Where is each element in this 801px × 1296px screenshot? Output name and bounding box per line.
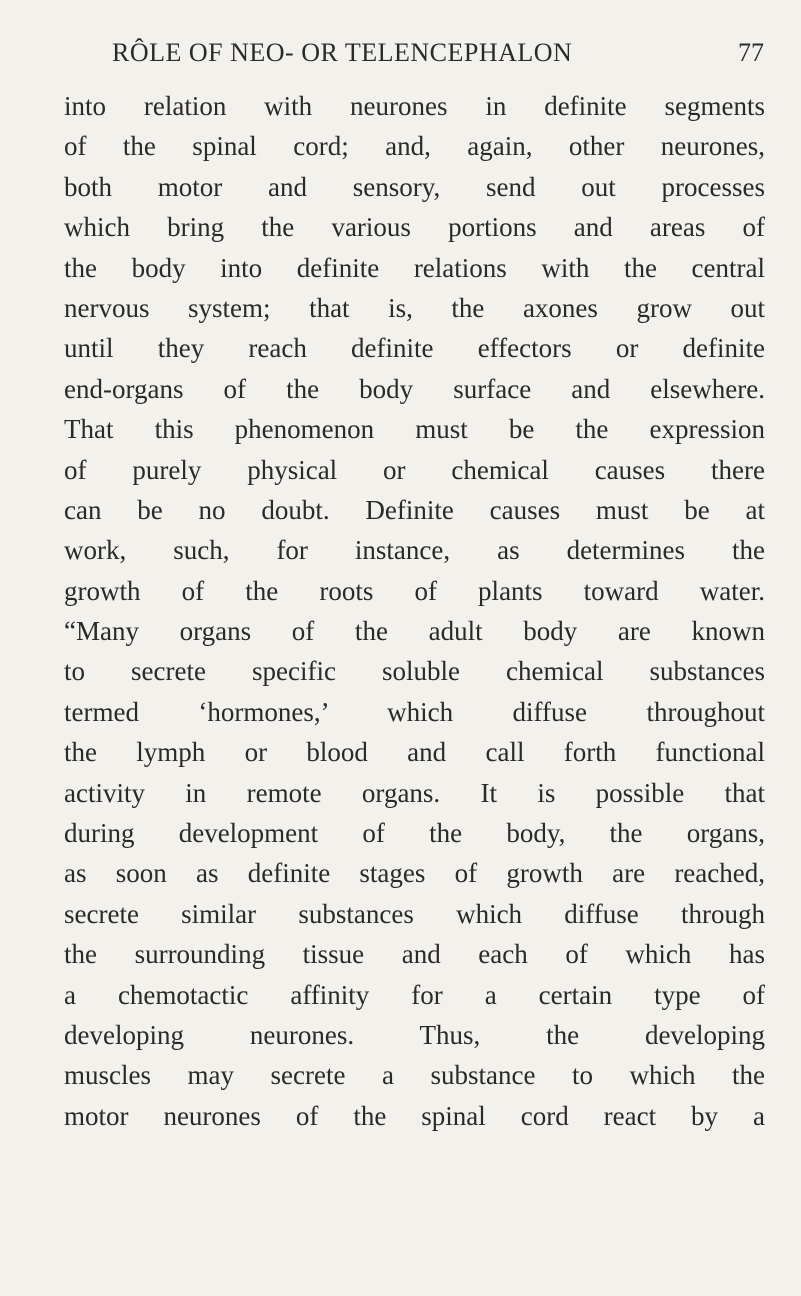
text-line-23: a chemotactic affinity for a certain type of <box>64 979 765 1010</box>
text-line-19: during development of the body, the organs, <box>64 818 765 849</box>
text-line-6: nervous system; that is, the axones grow out <box>64 292 765 323</box>
text-line-7: until they reach definite effectors or definite <box>64 333 765 364</box>
text-line-17: the lymph or blood and call forth functional <box>64 737 765 768</box>
text-line-14: “Many organs of the adult body are known <box>64 616 765 647</box>
page-number: 77 <box>738 38 764 67</box>
text-line-26: motor neurones of the spinal cord react by a <box>64 1100 765 1131</box>
text-line-24: developing neurones. Thus, the developing <box>64 1019 765 1050</box>
text-line-2: of the spinal cord; and, again, other neurones, <box>64 131 765 162</box>
text-line-10: of purely physical or chemical causes there <box>64 454 765 485</box>
text-line-11: can be no doubt. Definite causes must be at <box>64 494 765 525</box>
text-line-5: the body into definite relations with the central <box>64 252 765 283</box>
text-line-13: growth of the roots of plants toward water. <box>64 575 765 606</box>
text-line-16: termed ‘hormones,’ which diffuse throughout <box>64 696 765 727</box>
text-line-12: work, such, for instance, as determines the <box>64 535 765 566</box>
text-line-20: as soon as definite stages of growth are reached, <box>64 858 765 889</box>
running-title: RÔLE OF NEO- OR TELENCEPHALON <box>112 38 573 67</box>
text-line-18: activity in remote organs. It is possible that <box>64 777 765 808</box>
text-line-1: into relation with neurones in definite segments <box>64 91 765 121</box>
body-text <box>64 86 765 1136</box>
text-line-3: both motor and sensory, send out processes <box>64 171 765 202</box>
text-line-8: end-organs of the body surface and elsewhere. <box>64 373 765 404</box>
running-head <box>64 38 764 78</box>
text-line-4: which bring the various portions and areas of <box>64 212 765 243</box>
text-line-22: the surrounding tissue and each of which has <box>64 939 765 970</box>
text-line-25: muscles may secrete a substance to which the <box>64 1060 765 1091</box>
text-line-21: secrete similar substances which diffuse through <box>64 898 765 929</box>
text-line-15: to secrete specific soluble chemical substances <box>64 656 765 687</box>
text-line-9: That this phenomenon must be the expression <box>64 414 765 445</box>
